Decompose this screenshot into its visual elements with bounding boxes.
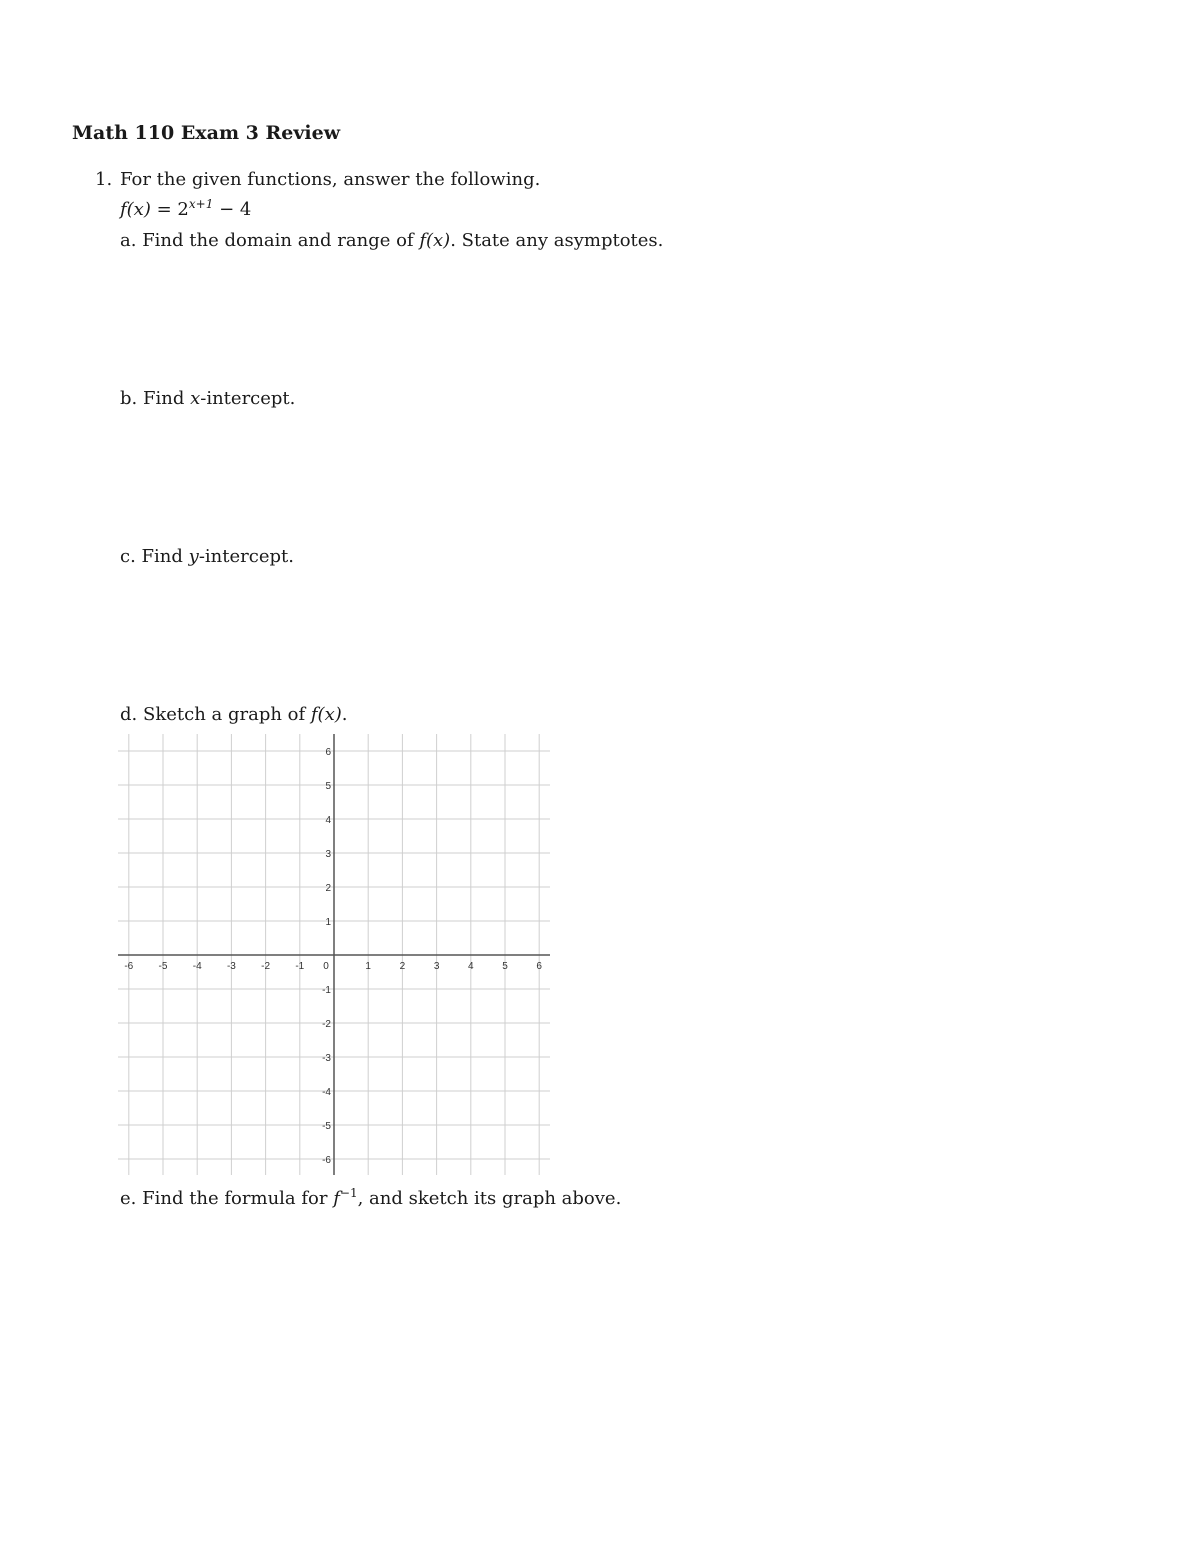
y-tick-label: 6 [325,747,331,758]
x-tick-label: -4 [192,961,202,972]
y-tick-label: 5 [325,781,331,792]
function-rest: − 4 [219,199,252,220]
part-b-label: b. [120,388,138,409]
x-tick-label: 0 [323,961,329,972]
part-b [120,388,295,409]
problem-number: 1. [95,169,113,190]
y-tick-label: -2 [322,1019,331,1030]
y-tick-label: 2 [325,883,331,894]
part-e-math: f [333,1188,340,1209]
part-e [120,1188,621,1209]
part-a-text: Find the domain and range of [142,230,414,251]
function-base: 2 [177,199,189,220]
part-d-text: Sketch a graph of [142,704,306,725]
part-d-math: f(x) [310,704,342,725]
part-a-math: f(x) [419,230,451,251]
part-c [120,546,294,567]
x-tick-label: 3 [433,961,440,972]
function-lhs: f(x) [120,199,151,220]
part-e-math-sup: −1 [339,1186,358,1200]
page-title: Math 110 Exam 3 Review [72,122,341,144]
part-c-text: Find [141,546,183,567]
function-equals: = [156,199,172,220]
part-d-text-after: . [341,704,348,725]
x-tick-label: -6 [124,961,134,972]
part-e-text-after: , and sketch its graph above. [357,1188,622,1209]
coordinate-grid-svg [118,734,550,1175]
part-b-text-after: -intercept. [200,388,296,409]
x-tick-label: 5 [502,961,508,972]
part-c-label: c. [120,546,136,567]
problem-intro: For the given functions, answer the following. [120,169,541,190]
x-tick-label: 1 [365,961,371,972]
part-a-label: a. [120,230,137,251]
y-tick-label: -4 [322,1087,331,1098]
y-tick-label: -5 [322,1121,331,1132]
x-tick-label: 4 [468,961,474,972]
part-c-text-after: -intercept. [198,546,294,567]
coordinate-grid[interactable] [118,734,550,1175]
part-b-math: x [190,388,201,409]
function-exponent: x+1 [188,197,214,211]
x-tick-label: 2 [399,961,406,972]
part-d-label: d. [120,704,138,725]
x-tick-label: 6 [536,961,542,972]
part-a-text-after: . State any asymptotes. [450,230,664,251]
part-a [120,230,663,251]
y-tick-label: -3 [322,1053,331,1064]
y-tick-label: 3 [325,849,331,860]
x-tick-label: -3 [226,961,236,972]
part-e-text: Find the formula for [142,1188,328,1209]
y-tick-label: 4 [325,815,331,826]
part-d [120,704,347,725]
part-b-text: Find [142,388,185,409]
y-tick-label: -6 [322,1155,331,1166]
function-definition [120,199,251,220]
y-tick-label: 1 [325,917,331,928]
x-tick-label: -5 [158,961,168,972]
part-c-math: y [188,546,199,567]
part-e-label: e. [120,1188,137,1209]
x-tick-label: -1 [295,961,305,972]
x-tick-label: -2 [261,961,271,972]
y-tick-label: -1 [322,985,331,996]
